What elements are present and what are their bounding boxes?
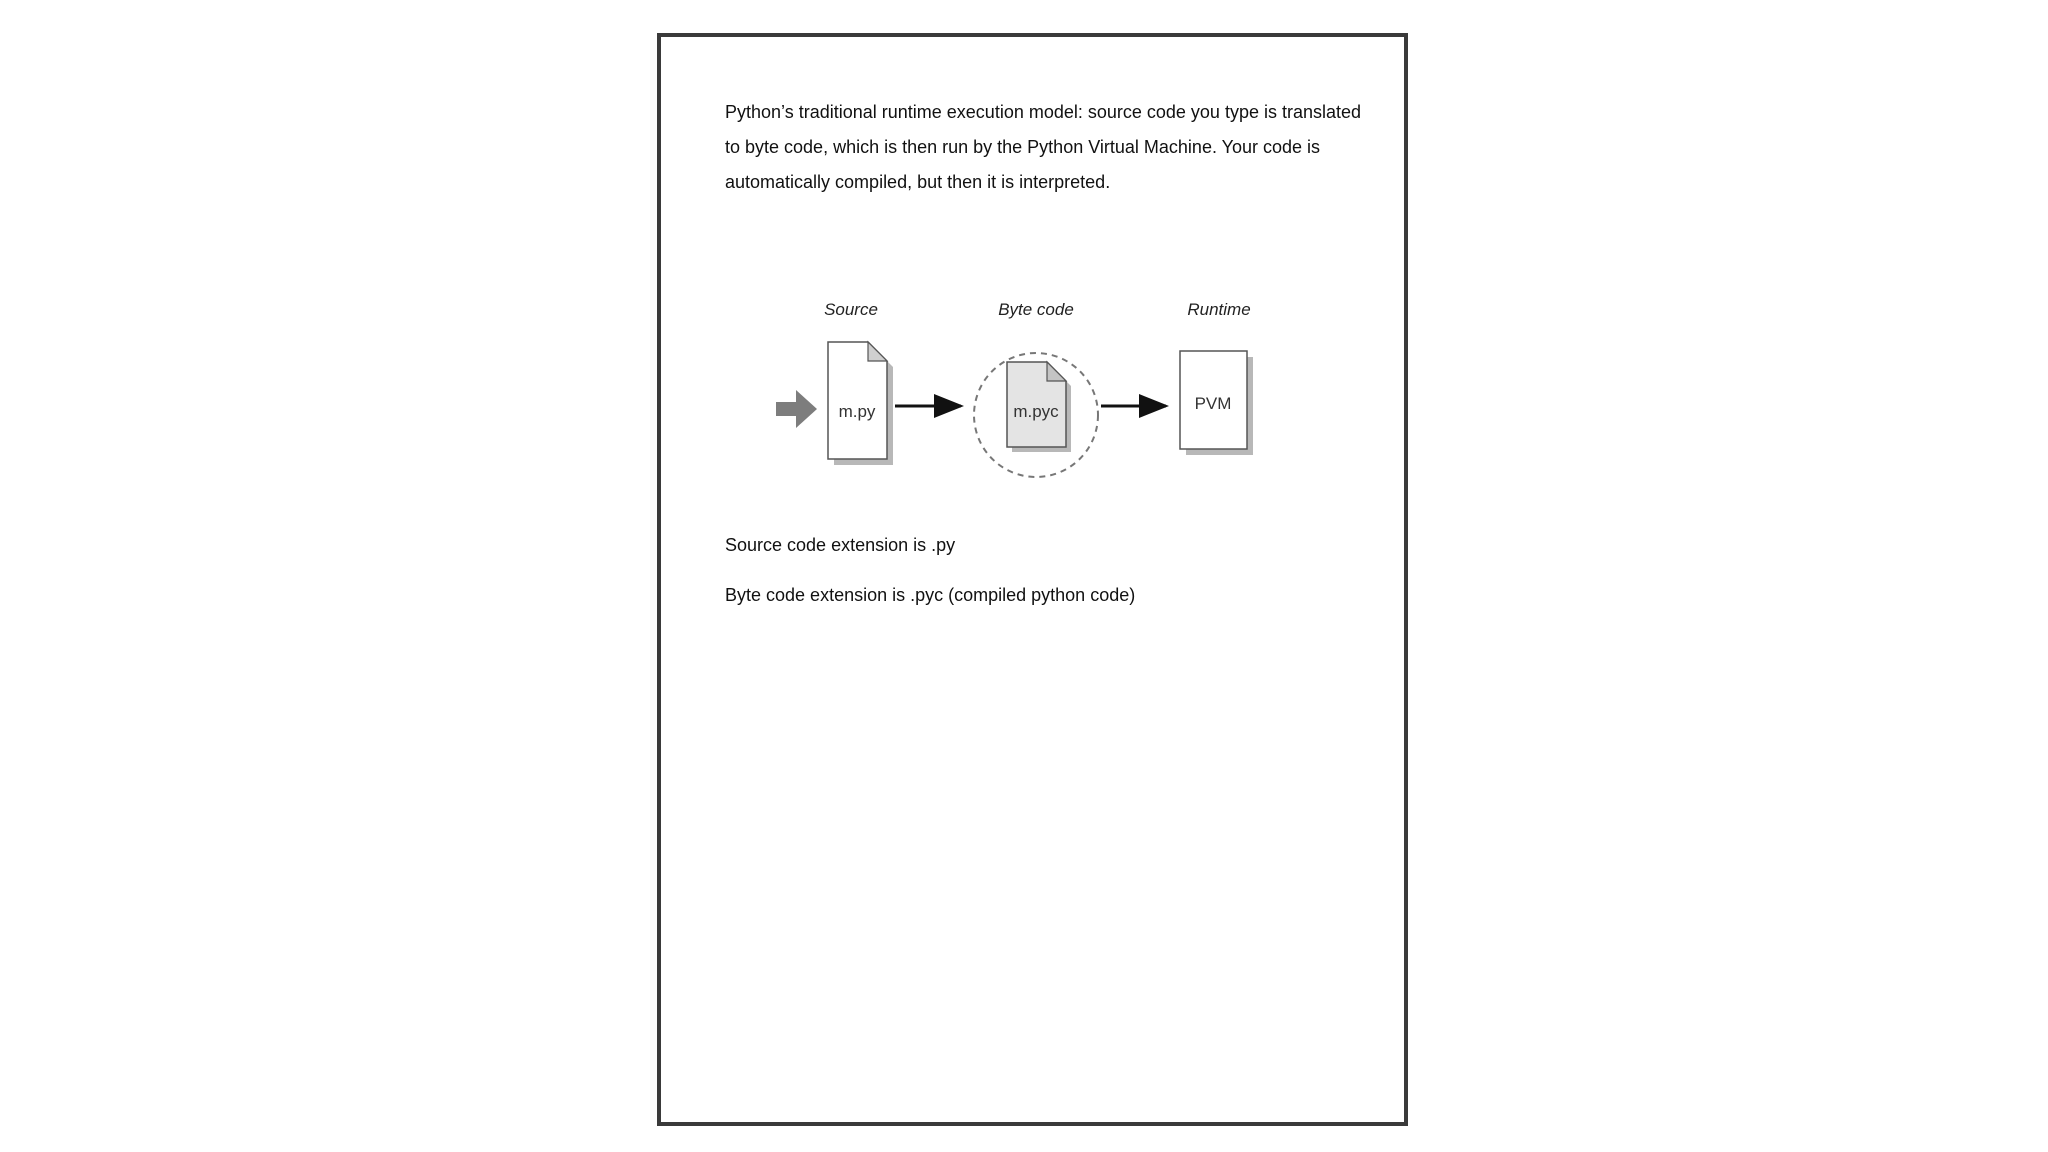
pvm-label: PVM [1194,394,1232,413]
source-file-label: m.py [838,402,876,421]
intro-paragraph: Python’s traditional runtime execution model: source code you type is translated to byte code, which is then run by the Python Virtual Machine. Your code is automatically compiled, but then it is interpreted. [725,102,1362,192]
input-arrow-icon [776,390,817,428]
stage-label-byte-code: Byte code [998,300,1074,319]
source-extension-note: Source code extension is .py [725,535,956,555]
execution-model-diagram [761,277,1261,497]
stage-label-runtime: Runtime [1187,300,1251,319]
stage-label-source: Source [824,300,878,319]
document-page [657,33,1408,1126]
bytecode-file-label: m.pyc [1013,402,1059,421]
bytecode-extension-note: Byte code extension is .pyc (compiled python code) [725,585,1136,605]
